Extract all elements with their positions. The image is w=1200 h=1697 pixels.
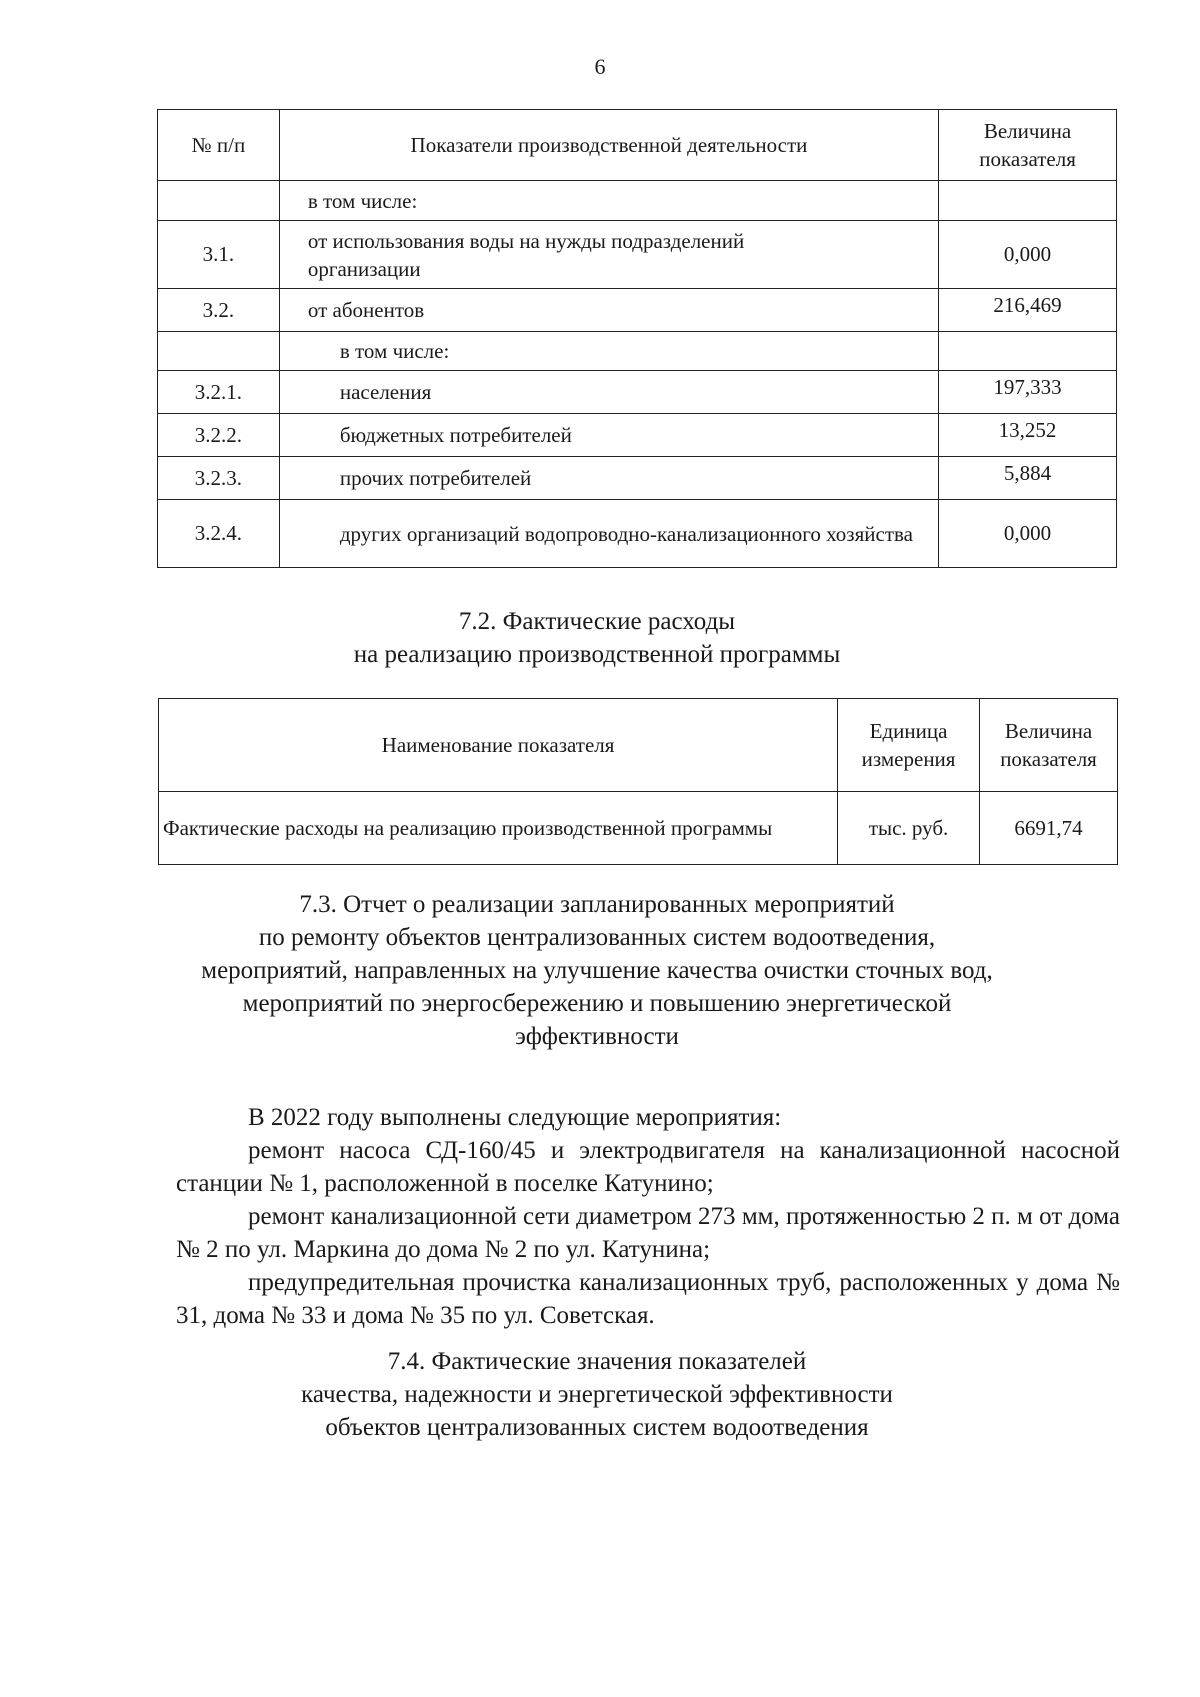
expenses-table	[158, 698, 1118, 865]
row-name: Фактические расходы на реализацию производственной программы	[159, 792, 838, 865]
row-num: 3.2.4.	[158, 500, 280, 568]
row-value: 0,000	[939, 221, 1117, 289]
header-name: Показатели производственной деятельности	[279, 110, 938, 181]
table-row	[158, 181, 1117, 221]
table-header-row	[158, 110, 1117, 181]
heading-line: мероприятий, направленных на улучшение качества очистки сточных вод,	[201, 957, 993, 984]
header-value: Величина показателя	[980, 699, 1118, 792]
body-item-3: предупредительная прочистка канализационных труб, расположенных у дома № 31, дома № 33 и дома № 35 по ул. Советская.	[176, 1269, 1120, 1329]
row-num: 3.1.	[158, 221, 280, 289]
row-value	[939, 181, 1117, 221]
row-value: 6691,74	[980, 792, 1118, 865]
table-row	[158, 500, 1117, 568]
table-row	[158, 414, 1117, 457]
heading-line: по ремонту объектов централизованных систем водоотведения,	[258, 924, 936, 951]
production-indicators-table	[157, 109, 1117, 568]
header-unit: Единица измерения	[838, 699, 980, 792]
header-value: Величина показателя	[939, 110, 1117, 181]
row-value: 197,333	[939, 371, 1117, 414]
row-value: 5,884	[939, 457, 1117, 500]
row-name: в том числе:	[279, 332, 938, 371]
table-row	[158, 332, 1117, 371]
row-num: 3.2.1.	[158, 371, 280, 414]
row-num: 3.2.2.	[158, 414, 280, 457]
heading-line: 7.4. Фактические значения показателей	[387, 1348, 807, 1375]
heading-line: на реализацию производственной программы	[353, 641, 841, 668]
heading-line: качества, надежности и энергетической эффективности	[301, 1381, 893, 1408]
page-number: 6	[594, 54, 606, 79]
row-name: бюджетных потребителей	[279, 414, 938, 457]
row-num: 3.2.3.	[158, 457, 280, 500]
row-value: 0,000	[939, 500, 1117, 568]
table-row	[158, 221, 1117, 289]
table-header-row	[159, 699, 1118, 792]
row-name: от использования воды на нужды подразделений организации	[279, 221, 938, 289]
row-unit: тыс. руб.	[838, 792, 980, 865]
header-name: Наименование показателя	[159, 699, 838, 792]
section-7-2-heading	[0, 605, 1200, 671]
heading-line: объектов централизованных систем водоотведения	[325, 1414, 869, 1441]
row-name: других организаций водопроводно-канализационного хозяйства	[279, 500, 938, 568]
row-name: прочих потребителей	[279, 457, 938, 500]
row-value: 216,469	[939, 289, 1117, 332]
table-row	[158, 371, 1117, 414]
header-num: № п/п	[158, 110, 280, 181]
table-row	[158, 289, 1117, 332]
heading-line: эффективности	[515, 1023, 679, 1050]
heading-line: мероприятий по энергосбережению и повышению энергетической	[242, 990, 952, 1017]
row-name: в том числе:	[279, 181, 938, 221]
row-num: 3.2.	[158, 289, 280, 332]
row-num	[158, 181, 280, 221]
body-intro: В 2022 году выполнены следующие мероприятия:	[248, 1104, 782, 1131]
table-row	[158, 457, 1117, 500]
body-item-2: ремонт канализационной сети диаметром 273 мм, протяженностью 2 п. м от дома № 2 по ул. Маркина до дома № 2 по ул. Катунина;	[176, 1203, 1120, 1263]
body-item-1: ремонт насоса СД-160/45 и электродвигателя на канализационной насосной станции № 1, расположенной в поселке Катунино;	[176, 1137, 1120, 1197]
row-num	[158, 332, 280, 371]
heading-line: 7.2. Фактические расходы	[458, 608, 736, 635]
row-name: населения	[279, 371, 938, 414]
table-row	[159, 792, 1118, 865]
row-value: 13,252	[939, 414, 1117, 457]
heading-line: 7.3. Отчет о реализации запланированных мероприятий	[299, 891, 895, 918]
section-7-3-heading	[0, 888, 1200, 1053]
row-value	[939, 332, 1117, 371]
row-name: от абонентов	[279, 289, 938, 332]
section-7-4-heading	[0, 1345, 1200, 1444]
